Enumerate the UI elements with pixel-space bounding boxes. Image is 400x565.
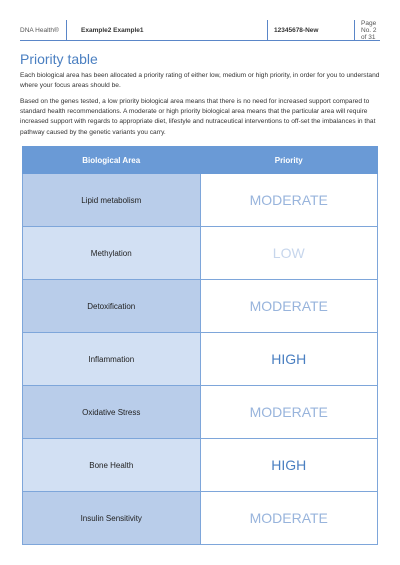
table-header-row: [23, 147, 378, 174]
table-row: [23, 174, 378, 227]
priority-cell: MODERATE: [200, 492, 378, 545]
column-header-area: Biological Area: [23, 147, 201, 174]
area-cell: Insulin Sensitivity: [23, 492, 201, 545]
table-row: [23, 492, 378, 545]
area-cell: Bone Health: [23, 439, 201, 492]
intro-paragraph: Each biological area has been allocated a priority rating of either low, medium or high priority, in order for you to understand where your focus areas should be.: [20, 72, 380, 90]
priority-cell: HIGH: [200, 333, 378, 386]
table-row: [23, 386, 378, 439]
area-cell: Lipid metabolism: [23, 174, 201, 227]
area-cell: Methylation: [23, 227, 201, 280]
page-number: Page No. 2 of 31: [354, 20, 380, 40]
priority-cell: MODERATE: [200, 386, 378, 439]
priority-cell: LOW: [200, 227, 378, 280]
priority-table: [22, 146, 378, 545]
priority-cell: MODERATE: [200, 280, 378, 333]
table-row: [23, 280, 378, 333]
client-name: Example2 Example1: [66, 20, 267, 40]
table-row: [23, 439, 378, 492]
table-row: [23, 227, 378, 280]
area-cell: Oxidative Stress: [23, 386, 201, 439]
report-code: 12345678-New: [267, 20, 354, 40]
column-header-priority: Priority: [200, 147, 378, 174]
table-row: [23, 333, 378, 386]
brand-label: DNA Health®: [20, 26, 59, 34]
page-title: Priority table: [20, 51, 98, 67]
page-header: [20, 20, 380, 41]
priority-cell: HIGH: [200, 439, 378, 492]
area-cell: Detoxification: [23, 280, 201, 333]
priority-cell: MODERATE: [200, 174, 378, 227]
area-cell: Inflammation: [23, 333, 201, 386]
explanation-paragraph: Based on the genes tested, a low priority biological area means that there is no need for increased support compared to standard health recommendations. A moderate or high priority biological area means that the particular area will require increased support with regards to appropriate diet, lifestyle and nutraceutical interventions to off-set the imbalances in that pathway caused by the genetic variants you carry.: [20, 98, 376, 136]
